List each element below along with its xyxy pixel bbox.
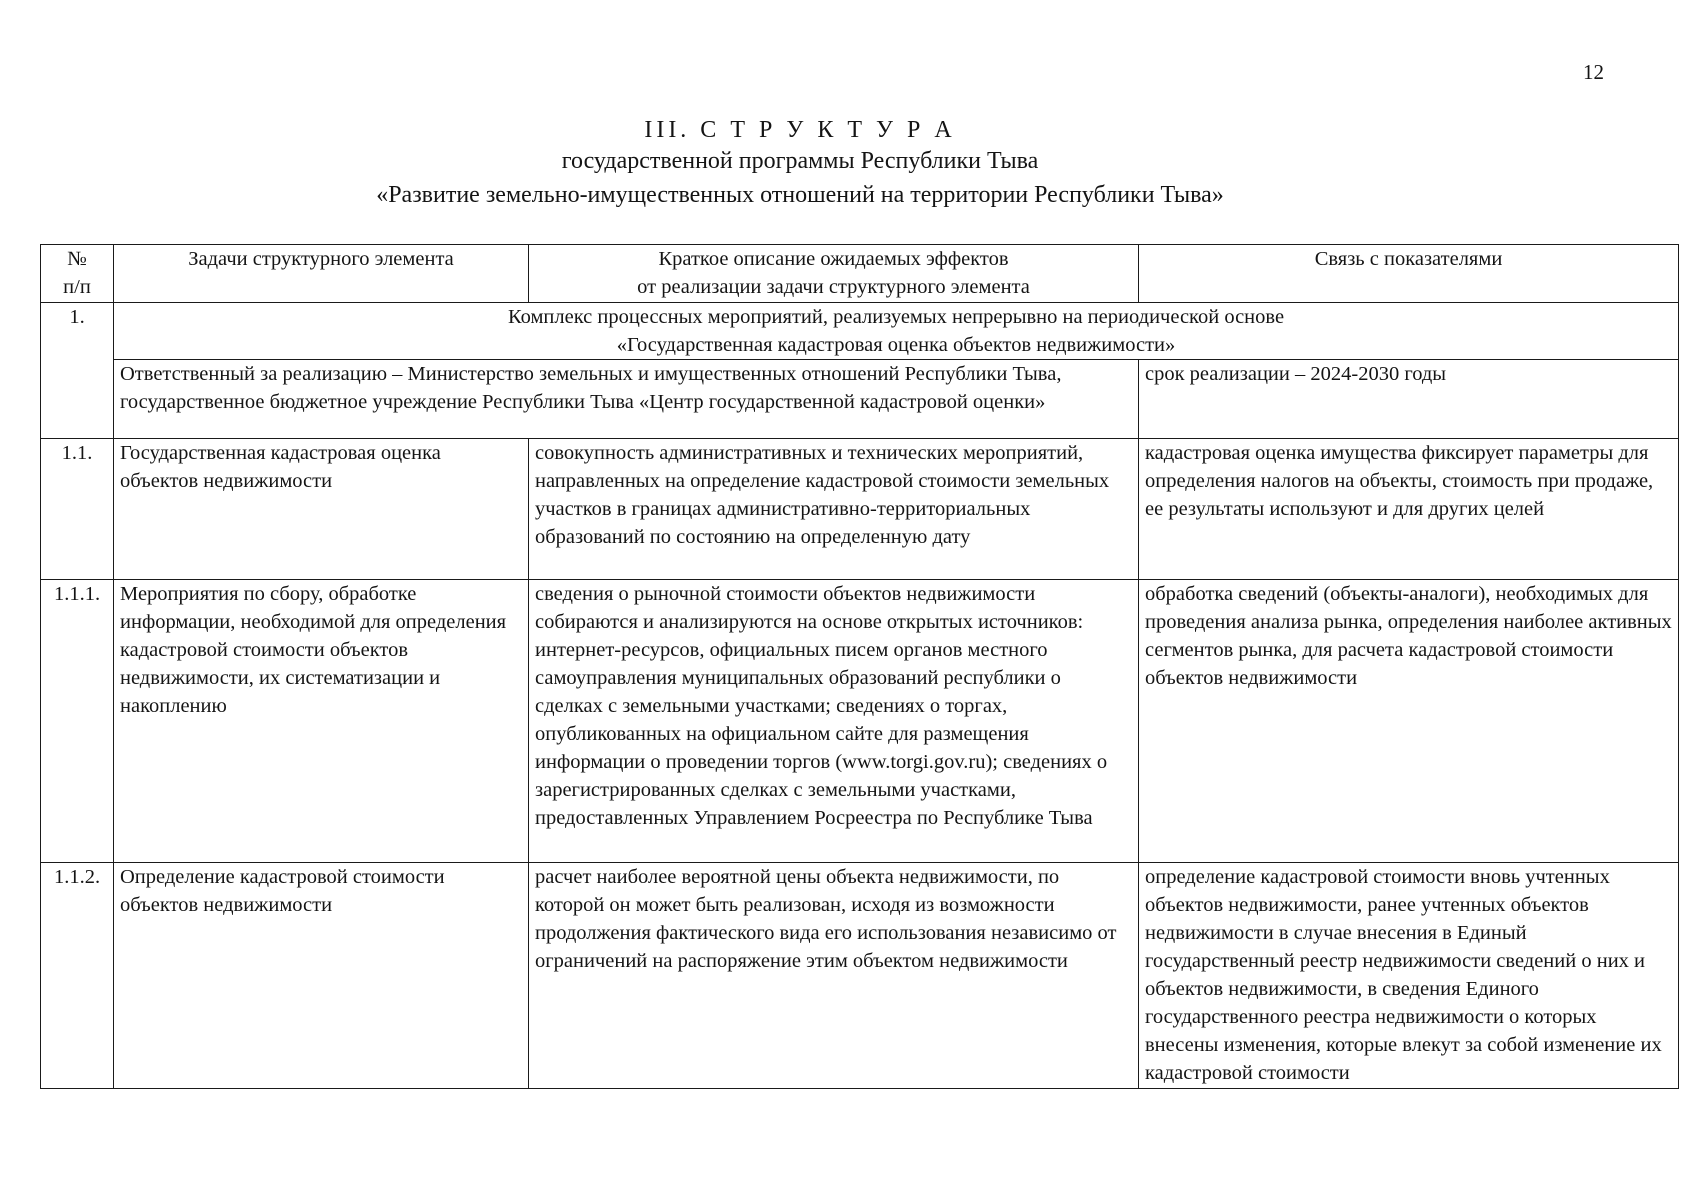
section-number: 1. xyxy=(41,303,114,439)
header-effect-line1: Краткое описание ожидаемых эффектов xyxy=(658,248,1009,270)
header-task xyxy=(114,245,529,303)
program-name: «Развитие земельно-имущественных отношений на территории Республики Тыва» xyxy=(376,182,1224,208)
row-task: Определение кадастровой стоимости объектов недвижимости xyxy=(114,863,529,1089)
row-link: обработка сведений (объекты-аналоги), необходимых для проведения анализа рынка, определения наиболее активных сегментов рынка, для расчета кадастровой стоимости объектов недвижимости xyxy=(1139,580,1679,863)
responsible-cell: Ответственный за реализацию – Министерство земельных и имущественных отношений Республики Тыва, государственное бюджетное учреждение Республики Тыва «Центр государственной кадастровой оценки» xyxy=(114,360,1139,439)
row-number: 1.1. xyxy=(41,439,114,580)
table-row xyxy=(41,580,1679,863)
program-subtitle: государственной программы Республики Тыва xyxy=(561,148,1039,174)
section-title-cell xyxy=(114,303,1679,360)
row-task: Мероприятия по сбору, обработке информации, необходимой для определения кадастровой стоимости объектов недвижимости, их систематизации и накоплению xyxy=(114,580,529,863)
row-effect: расчет наиболее вероятной цены объекта недвижимости, по которой он может быть реализован, исходя из возможности продолжения фактического вида его использования независимо от ограничений на распоряжение этим объектом недвижимости xyxy=(529,863,1139,1089)
header-effect xyxy=(529,245,1139,303)
section-title: III. С Т Р У К Т У Р А xyxy=(644,117,956,143)
header-number-symbol: № xyxy=(67,248,87,270)
page-number: 12 xyxy=(1583,60,1604,84)
header-link xyxy=(1139,245,1679,303)
table-row xyxy=(41,439,1679,580)
structure-table xyxy=(40,244,1679,1089)
header-number-abbr: п/п xyxy=(63,276,91,298)
row-effect: совокупность административных и технических мероприятий, направленных на определение кадастровой стоимости земельных участков в границах административно-территориальных образований по состоянию на определенную дату xyxy=(529,439,1139,580)
row-number: 1.1.2. xyxy=(41,863,114,1089)
responsible-row xyxy=(41,360,1679,439)
table-row xyxy=(41,863,1679,1089)
row-number: 1.1.1. xyxy=(41,580,114,863)
row-link: кадастровая оценка имущества фиксирует параметры для определения налогов на объекты, стоимость при продаже, ее результаты используют и для других целей xyxy=(1139,439,1679,580)
header-number xyxy=(41,245,114,303)
row-task: Государственная кадастровая оценка объектов недвижимости xyxy=(114,439,529,580)
row-effect: сведения о рыночной стоимости объектов недвижимости собираются и анализируются на основе открытых источников: интернет-ресурсов, официальных писем органов местного самоуправления муниципальных образований республики о сделках с земельными участками; сведениях о торгах, опубликованных на официальном сайте для размещения информации о проведении торгов (www.torgi.gov.ru); сведениях о зарегистрированных сделках с земельными участками, предоставленных Управлением Росреестра по Республике Тыва xyxy=(529,580,1139,863)
row-link: определение кадастровой стоимости вновь учтенных объектов недвижимости, ранее учтенных объектов недвижимости в случае внесения в Единый государственный реестр недвижимости сведений о них и объектов недвижимости, в сведения Единого государственного реестра недвижимости о которых внесены изменения, которые влекут за собой изменение их кадастровой стоимости xyxy=(1139,863,1679,1089)
header-task-label: Задачи структурного элемента xyxy=(188,248,454,270)
header-link-label: Связь с показателями xyxy=(1314,248,1503,270)
section-title-line2: «Государственная кадастровая оценка объектов недвижимости» xyxy=(616,334,1176,356)
section-title-line1: Комплекс процессных мероприятий, реализуемых непрерывно на периодической основе xyxy=(507,306,1285,328)
section-row xyxy=(41,303,1679,360)
table-header-row xyxy=(41,245,1679,303)
header-effect-line2: от реализации задачи структурного элемента xyxy=(637,276,1030,298)
period-cell: срок реализации – 2024-2030 годы xyxy=(1139,360,1679,439)
